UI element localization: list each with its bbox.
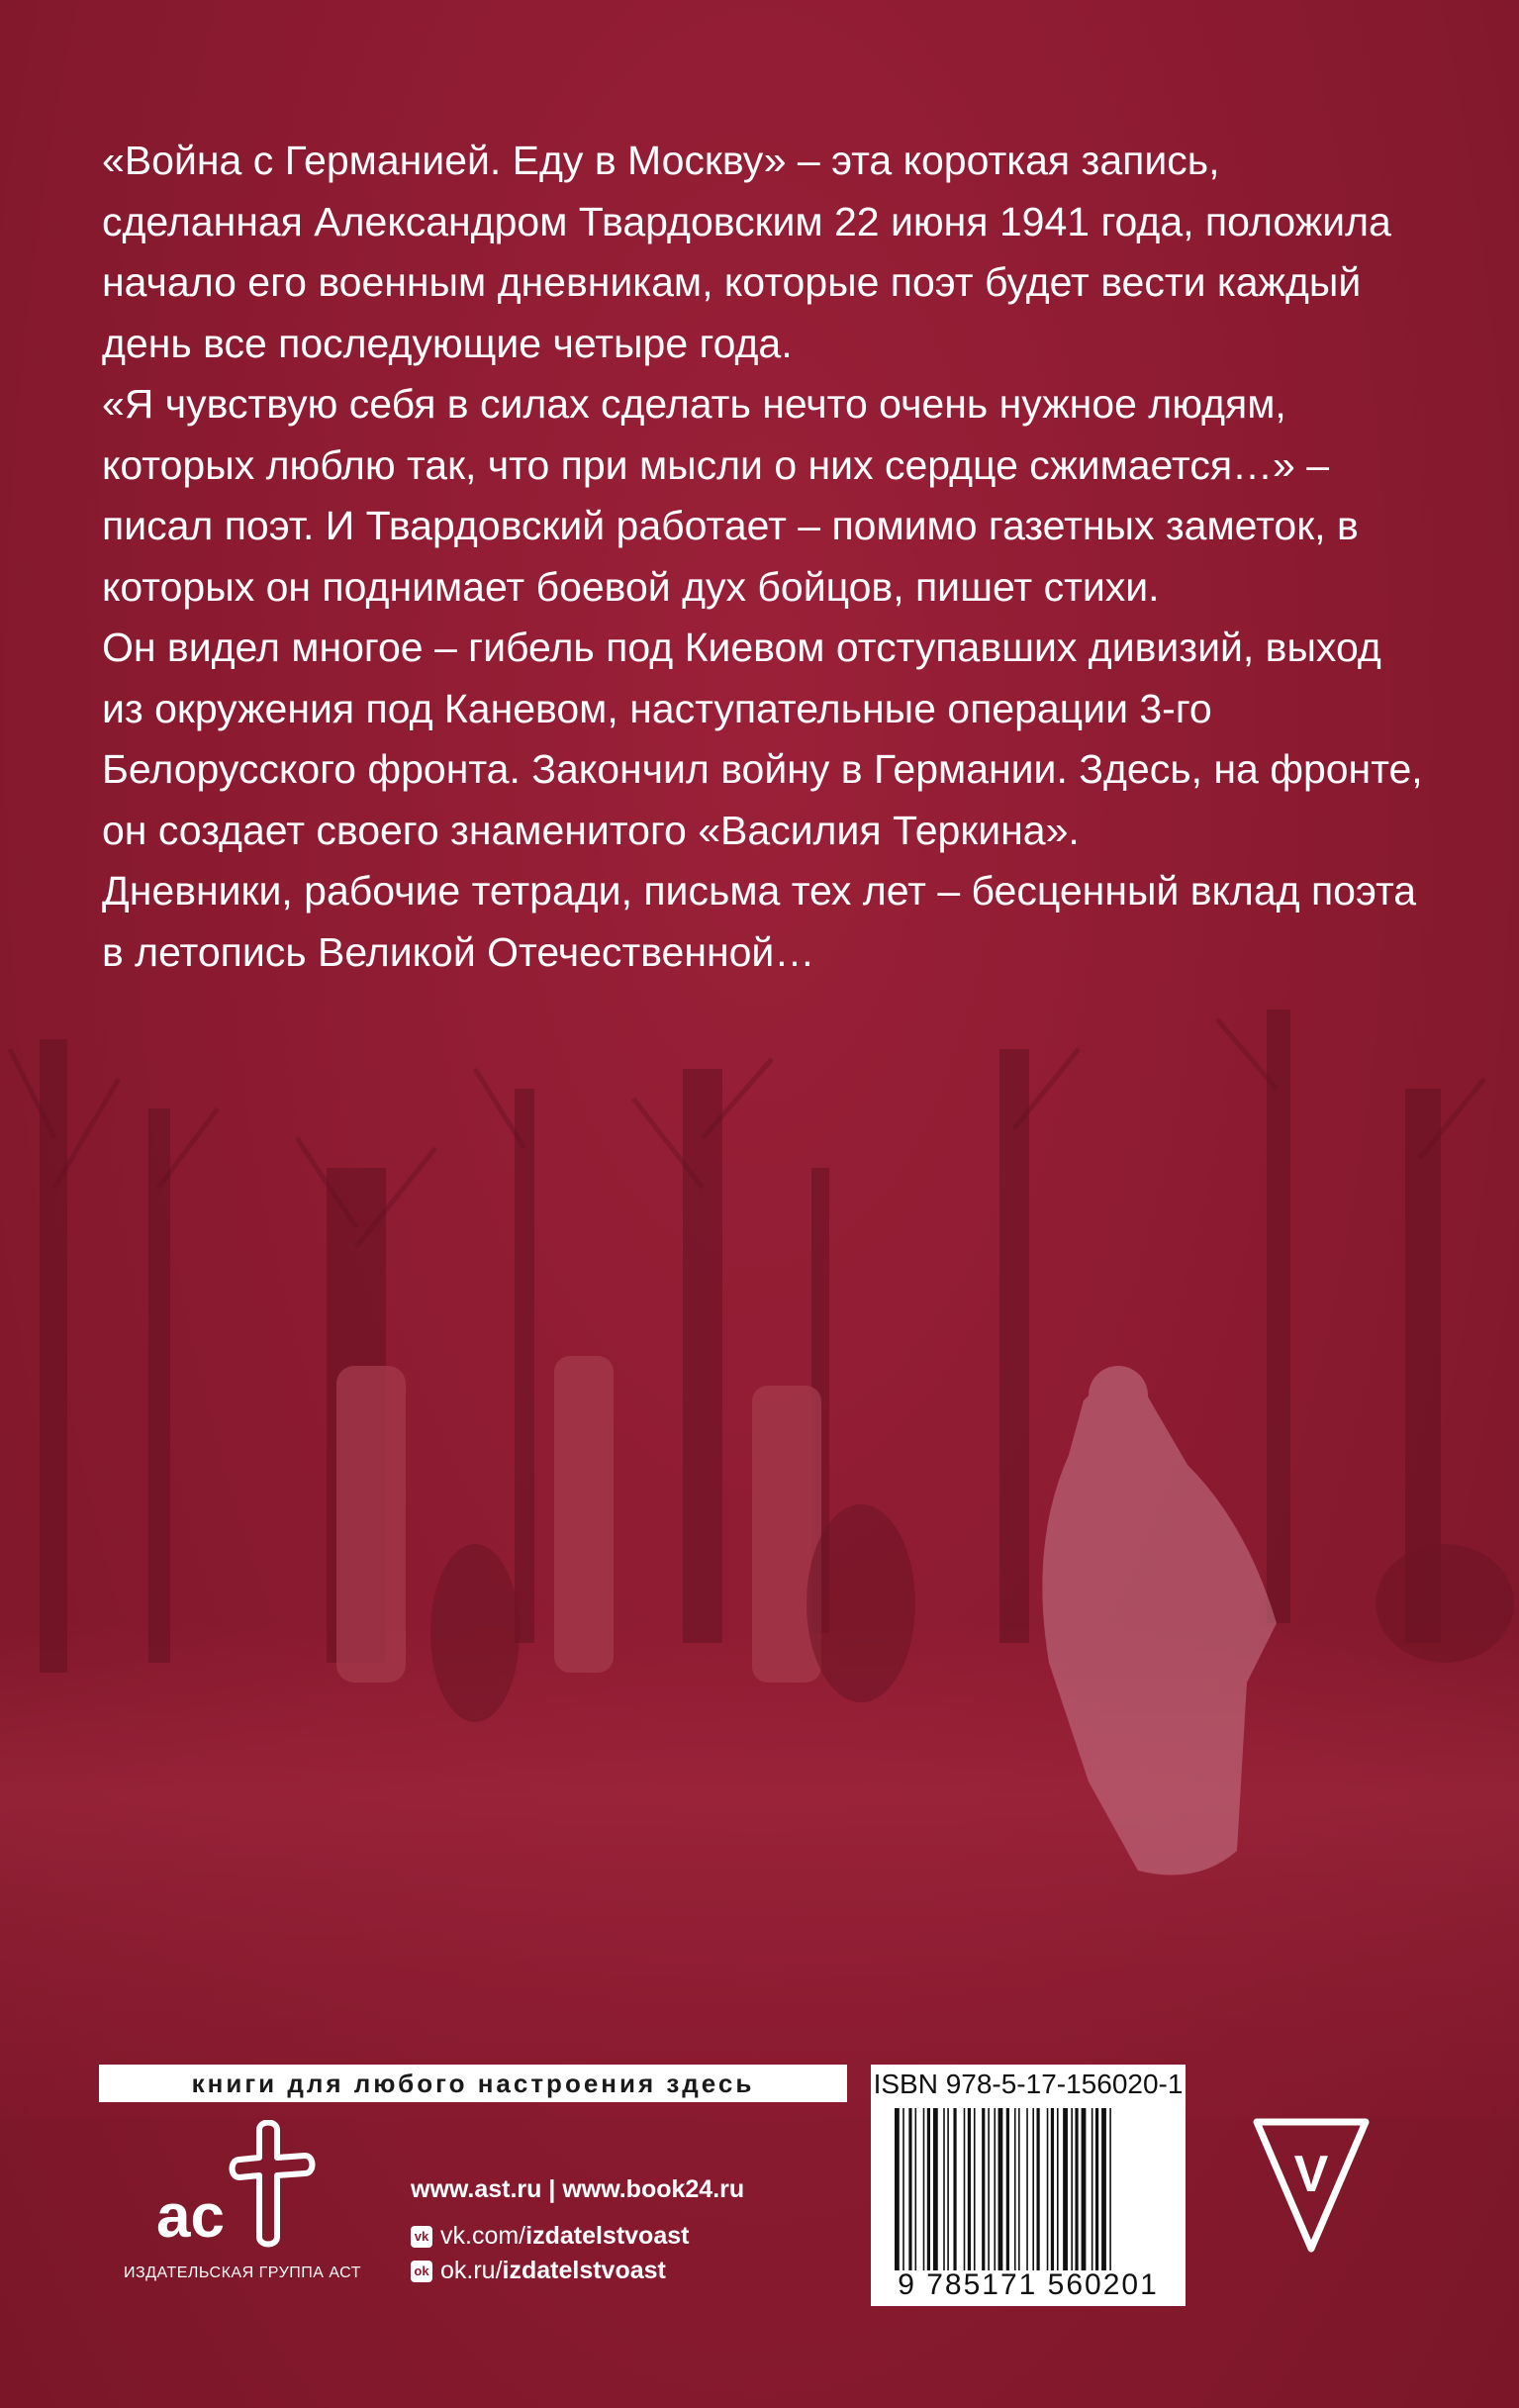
barcode-bar <box>964 2108 966 2270</box>
barcode-bar <box>895 2108 900 2270</box>
barcode-bar <box>998 2108 1003 2270</box>
slogan-bar: книги для любого настроения здесь <box>99 2065 847 2102</box>
barcode-bar <box>1037 2108 1040 2270</box>
isbn-label: ISBN 978-5-17-156020-1 <box>873 2069 1184 2099</box>
barcode-bar <box>988 2108 990 2270</box>
barcode-bar <box>1032 2108 1034 2270</box>
vk-prefix: vk.com/ <box>440 2222 526 2250</box>
barcode-bar <box>1051 2108 1054 2270</box>
barcode-bar <box>933 2108 938 2270</box>
barcode-bar <box>1101 2108 1106 2270</box>
barcode-bar <box>1014 2108 1016 2270</box>
publisher-name: ИЗДАТЕЛЬСКАЯ ГРУППА АСТ <box>124 2264 361 2281</box>
vk-link[interactable] <box>411 2222 744 2251</box>
blurb-text <box>102 131 1428 983</box>
barcode-bar <box>915 2108 917 2270</box>
ok-link[interactable] <box>411 2257 744 2285</box>
barcode-bar <box>1047 2108 1049 2270</box>
blurb-paragraph-3: Он видел многое – гибель под Киевом отступавших дивизий, выход из окружения под Каневом, наступательные операции 3-го Белорусского фронта. Закончил войну в Германии. Здесь, на фронте, он создает своего знаменитого «Василия Теркина». <box>102 625 1423 853</box>
barcode <box>893 2108 1164 2270</box>
barcode-bar <box>982 2108 985 2270</box>
barcode-bar <box>943 2108 945 2270</box>
barcode-bar <box>1057 2108 1059 2270</box>
barcode-bar <box>1082 2108 1087 2270</box>
barcode-bar <box>1075 2108 1078 2270</box>
age-rating-mark <box>1253 2118 1370 2253</box>
ok-prefix: ok.ru/ <box>440 2257 503 2284</box>
barcode-bar <box>1109 2108 1111 2270</box>
publisher-links <box>411 2175 744 2285</box>
ok-handle: izdatelstvoast <box>502 2257 666 2284</box>
blurb-paragraph-4: Дневники, рабочие тетради, письма тех лет – бесценный вклад поэта в летопись Великой Отечественной… <box>102 868 1417 975</box>
barcode-bar <box>1026 2108 1028 2270</box>
barcode-bar <box>908 2108 911 2270</box>
barcode-bar <box>1063 2108 1068 2270</box>
ok-icon: ok <box>411 2261 432 2282</box>
vk-icon: vk <box>411 2226 432 2248</box>
barcode-bar <box>994 2108 996 2270</box>
blurb-paragraph-1: «Война с Германией. Еду в Москву» – эта короткая запись, сделанная Александром Твардовским 22 июня 1941 года, положила начало его военным дневникам, которые поэт будет вести каждый день все последующие четыре года. <box>102 138 1391 366</box>
barcode-bar <box>1071 2108 1073 2270</box>
barcode-bar <box>947 2108 949 2270</box>
barcode-bar <box>1006 2108 1009 2270</box>
age-rating-letter: V <box>1293 2146 1329 2203</box>
ast-logo <box>148 2120 336 2257</box>
barcode-bar <box>902 2108 904 2270</box>
barcode-bar <box>927 2108 930 2270</box>
barcode-bar <box>923 2108 925 2270</box>
barcode-bar <box>974 2108 976 2270</box>
vk-handle: izdatelstvoast <box>525 2222 690 2250</box>
isbn-barcode-box <box>871 2065 1186 2306</box>
barcode-bar <box>1095 2108 1098 2270</box>
barcode-bar <box>968 2108 971 2270</box>
barcode-bar <box>953 2108 956 2270</box>
barcode-digits: 9 785171 560201 <box>898 2268 1159 2301</box>
website-links[interactable]: www.ast.ru | www.book24.ru <box>411 2175 745 2203</box>
blurb-paragraph-2: «Я чувствую себя в силах сделать нечто очень нужное людям, которых люблю так, что при мысли о них сердце сжимается…» – писал поэт. И Твардовский работает – помимо газетных заметок, в которых он поднимает боевой дух бойцов, пишет стихи. <box>102 381 1359 610</box>
barcode-bar <box>1018 2108 1020 2270</box>
barcode-bar <box>1092 2108 1093 2270</box>
logo-lettering: ac <box>156 2182 225 2251</box>
